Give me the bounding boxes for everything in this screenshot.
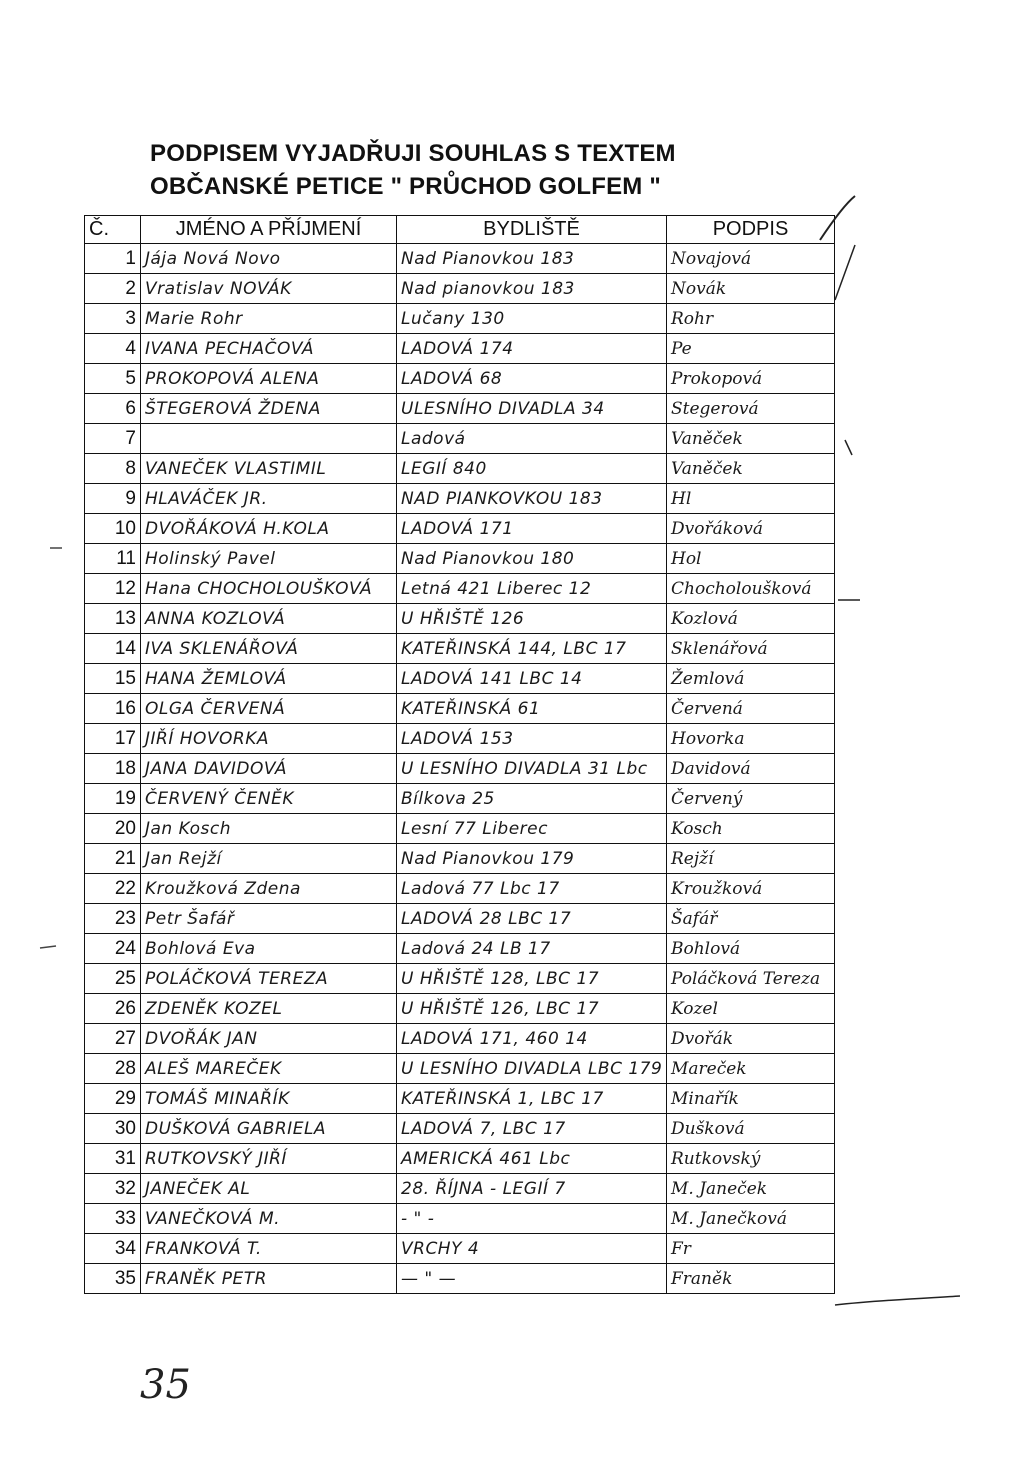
row-signature: Šafář [667,904,835,934]
row-number: 8 [85,454,141,484]
row-address: LADOVÁ 174 [397,334,667,364]
row-address: LADOVÁ 68 [397,364,667,394]
row-name: ŠTEGEROVÁ ŽDENA [141,394,397,424]
row-signature: Minařík [667,1084,835,1114]
row-number: 34 [85,1234,141,1264]
row-name: Holinský Pavel [141,544,397,574]
row-signature: Hovorka [667,724,835,754]
table-row [85,574,835,604]
row-name: DUŠKOVÁ GABRIELA [141,1114,397,1144]
row-number: 19 [85,784,141,814]
row-signature: Rutkovský [667,1144,835,1174]
row-signature: Žemlová [667,664,835,694]
row-address: Bílkova 25 [397,784,667,814]
row-signature: Mareček [667,1054,835,1084]
column-header-address: BYDLIŠTĚ [397,216,667,244]
row-address: ULESNÍHO DIVADLA 34 [397,394,667,424]
row-name: Hana CHOCHOLOUŠKOVÁ [141,574,397,604]
row-address: AMERICKÁ 461 Lbc [397,1144,667,1174]
row-name: DVOŘÁKOVÁ H.KOLA [141,514,397,544]
row-address: KATEŘINSKÁ 61 [397,694,667,724]
row-number: 13 [85,604,141,634]
row-name: ČERVENÝ ČENĚK [141,784,397,814]
table-row [85,1084,835,1114]
row-signature: Kozlová [667,604,835,634]
row-name: RUTKOVSKÝ JIŘÍ [141,1144,397,1174]
row-number: 17 [85,724,141,754]
row-address: VRCHY 4 [397,1234,667,1264]
row-number: 15 [85,664,141,694]
row-name: Marie Rohr [141,304,397,334]
row-address: — " — [397,1264,667,1294]
row-signature: Sklenářová [667,634,835,664]
row-signature: Bohlová [667,934,835,964]
table-row [85,874,835,904]
table-row [85,244,835,274]
row-number: 28 [85,1054,141,1084]
table-row [85,1204,835,1234]
row-number: 2 [85,274,141,304]
row-signature: Vaněček [667,424,835,454]
table-row [85,394,835,424]
row-name [141,424,397,454]
row-name: TOMÁŠ MINAŘÍK [141,1084,397,1114]
table-row [85,1054,835,1084]
table-row [85,964,835,994]
table-row [85,304,835,334]
row-signature: Fr [667,1234,835,1264]
row-address: 28. ŘÍJNA - LEGIÍ 7 [397,1174,667,1204]
table-row [85,1144,835,1174]
row-number: 12 [85,574,141,604]
row-signature: Dvořáková [667,514,835,544]
table-row [85,514,835,544]
table-row [85,274,835,304]
row-address: LADOVÁ 171, 460 14 [397,1024,667,1054]
row-address: Ladová [397,424,667,454]
row-name: HLAVÁČEK JR. [141,484,397,514]
row-number: 31 [85,1144,141,1174]
row-number: 4 [85,334,141,364]
table-row [85,364,835,394]
table-row [85,424,835,454]
row-address: U HŘIŠTĚ 126 [397,604,667,634]
row-number: 14 [85,634,141,664]
row-address: U LESNÍHO DIVADLA 31 Lbc [397,754,667,784]
row-number: 3 [85,304,141,334]
row-number: 21 [85,844,141,874]
row-signature: Červená [667,694,835,724]
table-row [85,1234,835,1264]
table-row [85,904,835,934]
table-row [85,454,835,484]
row-number: 26 [85,994,141,1024]
signature-table [84,215,835,1294]
table-body [85,244,835,1294]
row-name: VANEČKOVÁ M. [141,1204,397,1234]
row-number: 29 [85,1084,141,1114]
row-address: Nad Pianovkou 179 [397,844,667,874]
row-name: ZDENĚK KOZEL [141,994,397,1024]
row-number: 10 [85,514,141,544]
row-number: 27 [85,1024,141,1054]
table-row [85,1264,835,1294]
row-number: 25 [85,964,141,994]
row-signature: Hl [667,484,835,514]
row-address: LADOVÁ 7, LBC 17 [397,1114,667,1144]
row-name: JANEČEK AL [141,1174,397,1204]
table-row [85,1174,835,1204]
row-name: ALEŠ MAREČEK [141,1054,397,1084]
table-row [85,994,835,1024]
row-number: 16 [85,694,141,724]
petition-heading-line-2: OBČANSKÉ PETICE " PRŮCHOD GOLFEM " [150,173,661,200]
row-address: LADOVÁ 153 [397,724,667,754]
row-name: Petr Šafář [141,904,397,934]
row-signature: Novák [667,274,835,304]
row-signature: Dvořák [667,1024,835,1054]
row-signature: Kozel [667,994,835,1024]
row-address: U LESNÍHO DIVADLA LBC 179 [397,1054,667,1084]
row-number: 30 [85,1114,141,1144]
row-address: U HŘIŠTĚ 126, LBC 17 [397,994,667,1024]
row-signature: Rohr [667,304,835,334]
row-signature: Prokopová [667,364,835,394]
row-name: VANEČEK VLASTIMIL [141,454,397,484]
row-number: 9 [85,484,141,514]
row-address: LADOVÁ 28 LBC 17 [397,904,667,934]
table-row [85,634,835,664]
row-signature: Červený [667,784,835,814]
table-row [85,934,835,964]
row-address: LADOVÁ 141 LBC 14 [397,664,667,694]
table-row [85,604,835,634]
row-name: IVA SKLENÁŘOVÁ [141,634,397,664]
row-signature: Vaněček [667,454,835,484]
row-signature: Pe [667,334,835,364]
table-row [85,484,835,514]
row-name: OLGA ČERVENÁ [141,694,397,724]
column-header-number: Č. [85,216,141,244]
page-count-note: 35 [140,1362,191,1408]
row-address: Nad Pianovkou 180 [397,544,667,574]
row-number: 22 [85,874,141,904]
row-name: FRANKOVÁ T. [141,1234,397,1264]
table-row [85,544,835,574]
table-row [85,784,835,814]
row-address: KATEŘINSKÁ 1, LBC 17 [397,1084,667,1114]
column-header-name: JMÉNO A PŘÍJMENÍ [141,216,397,244]
row-signature: M. Janečková [667,1204,835,1234]
row-address: Ladová 24 LB 17 [397,934,667,964]
row-signature: Poláčková Tereza [667,964,835,994]
row-name: IVANA PECHAČOVÁ [141,334,397,364]
row-signature: Novajová [667,244,835,274]
row-address: Nad Pianovkou 183 [397,244,667,274]
row-name: HANA ŽEMLOVÁ [141,664,397,694]
petition-heading-line-1: PODPISEM VYJADŘUJI SOUHLAS S TEXTEM [150,140,676,167]
row-signature: Hol [667,544,835,574]
row-number: 1 [85,244,141,274]
row-address: Lesní 77 Liberec [397,814,667,844]
row-name: DVOŘÁK JAN [141,1024,397,1054]
row-name: Jan Rejží [141,844,397,874]
row-number: 6 [85,394,141,424]
table-row [85,724,835,754]
row-name: PROKOPOVÁ ALENA [141,364,397,394]
row-address: U HŘIŠTĚ 128, LBC 17 [397,964,667,994]
row-address: LEGIÍ 840 [397,454,667,484]
table-row [85,754,835,784]
row-name: JIŘÍ HOVORKA [141,724,397,754]
table-row [85,1114,835,1144]
row-name: FRANĚK PETR [141,1264,397,1294]
row-number: 24 [85,934,141,964]
row-signature: Stegerová [667,394,835,424]
row-number: 35 [85,1264,141,1294]
table-row [85,334,835,364]
row-number: 23 [85,904,141,934]
row-address: NAD PIANKOVKOU 183 [397,484,667,514]
row-signature: M. Janeček [667,1174,835,1204]
row-signature: Rejží [667,844,835,874]
row-signature: Chocholoušková [667,574,835,604]
row-name: Bohlová Eva [141,934,397,964]
row-number: 18 [85,754,141,784]
row-name: Jan Kosch [141,814,397,844]
table-row [85,814,835,844]
row-signature: Franěk [667,1264,835,1294]
row-name: Jája Nová Novo [141,244,397,274]
table-row [85,694,835,724]
row-name: POLÁČKOVÁ TEREZA [141,964,397,994]
table-row [85,664,835,694]
column-header-signature: PODPIS [667,216,835,244]
row-address: Letná 421 Liberec 12 [397,574,667,604]
row-name: JANA DAVIDOVÁ [141,754,397,784]
row-address: Nad pianovkou 183 [397,274,667,304]
row-number: 33 [85,1204,141,1234]
row-number: 7 [85,424,141,454]
row-number: 20 [85,814,141,844]
row-signature: Dušková [667,1114,835,1144]
row-signature: Kroužková [667,874,835,904]
row-address: LADOVÁ 171 [397,514,667,544]
row-address: Ladová 77 Lbc 17 [397,874,667,904]
row-address: - " - [397,1204,667,1234]
table-row [85,1024,835,1054]
row-signature: Kosch [667,814,835,844]
row-signature: Davidová [667,754,835,784]
row-number: 32 [85,1174,141,1204]
table-row [85,844,835,874]
row-name: Kroužková Zdena [141,874,397,904]
row-address: Lučany 130 [397,304,667,334]
row-number: 5 [85,364,141,394]
table-header-row [85,216,835,244]
row-address: KATEŘINSKÁ 144, LBC 17 [397,634,667,664]
row-name: ANNA KOZLOVÁ [141,604,397,634]
row-name: Vratislav NOVÁK [141,274,397,304]
row-number: 11 [85,544,141,574]
